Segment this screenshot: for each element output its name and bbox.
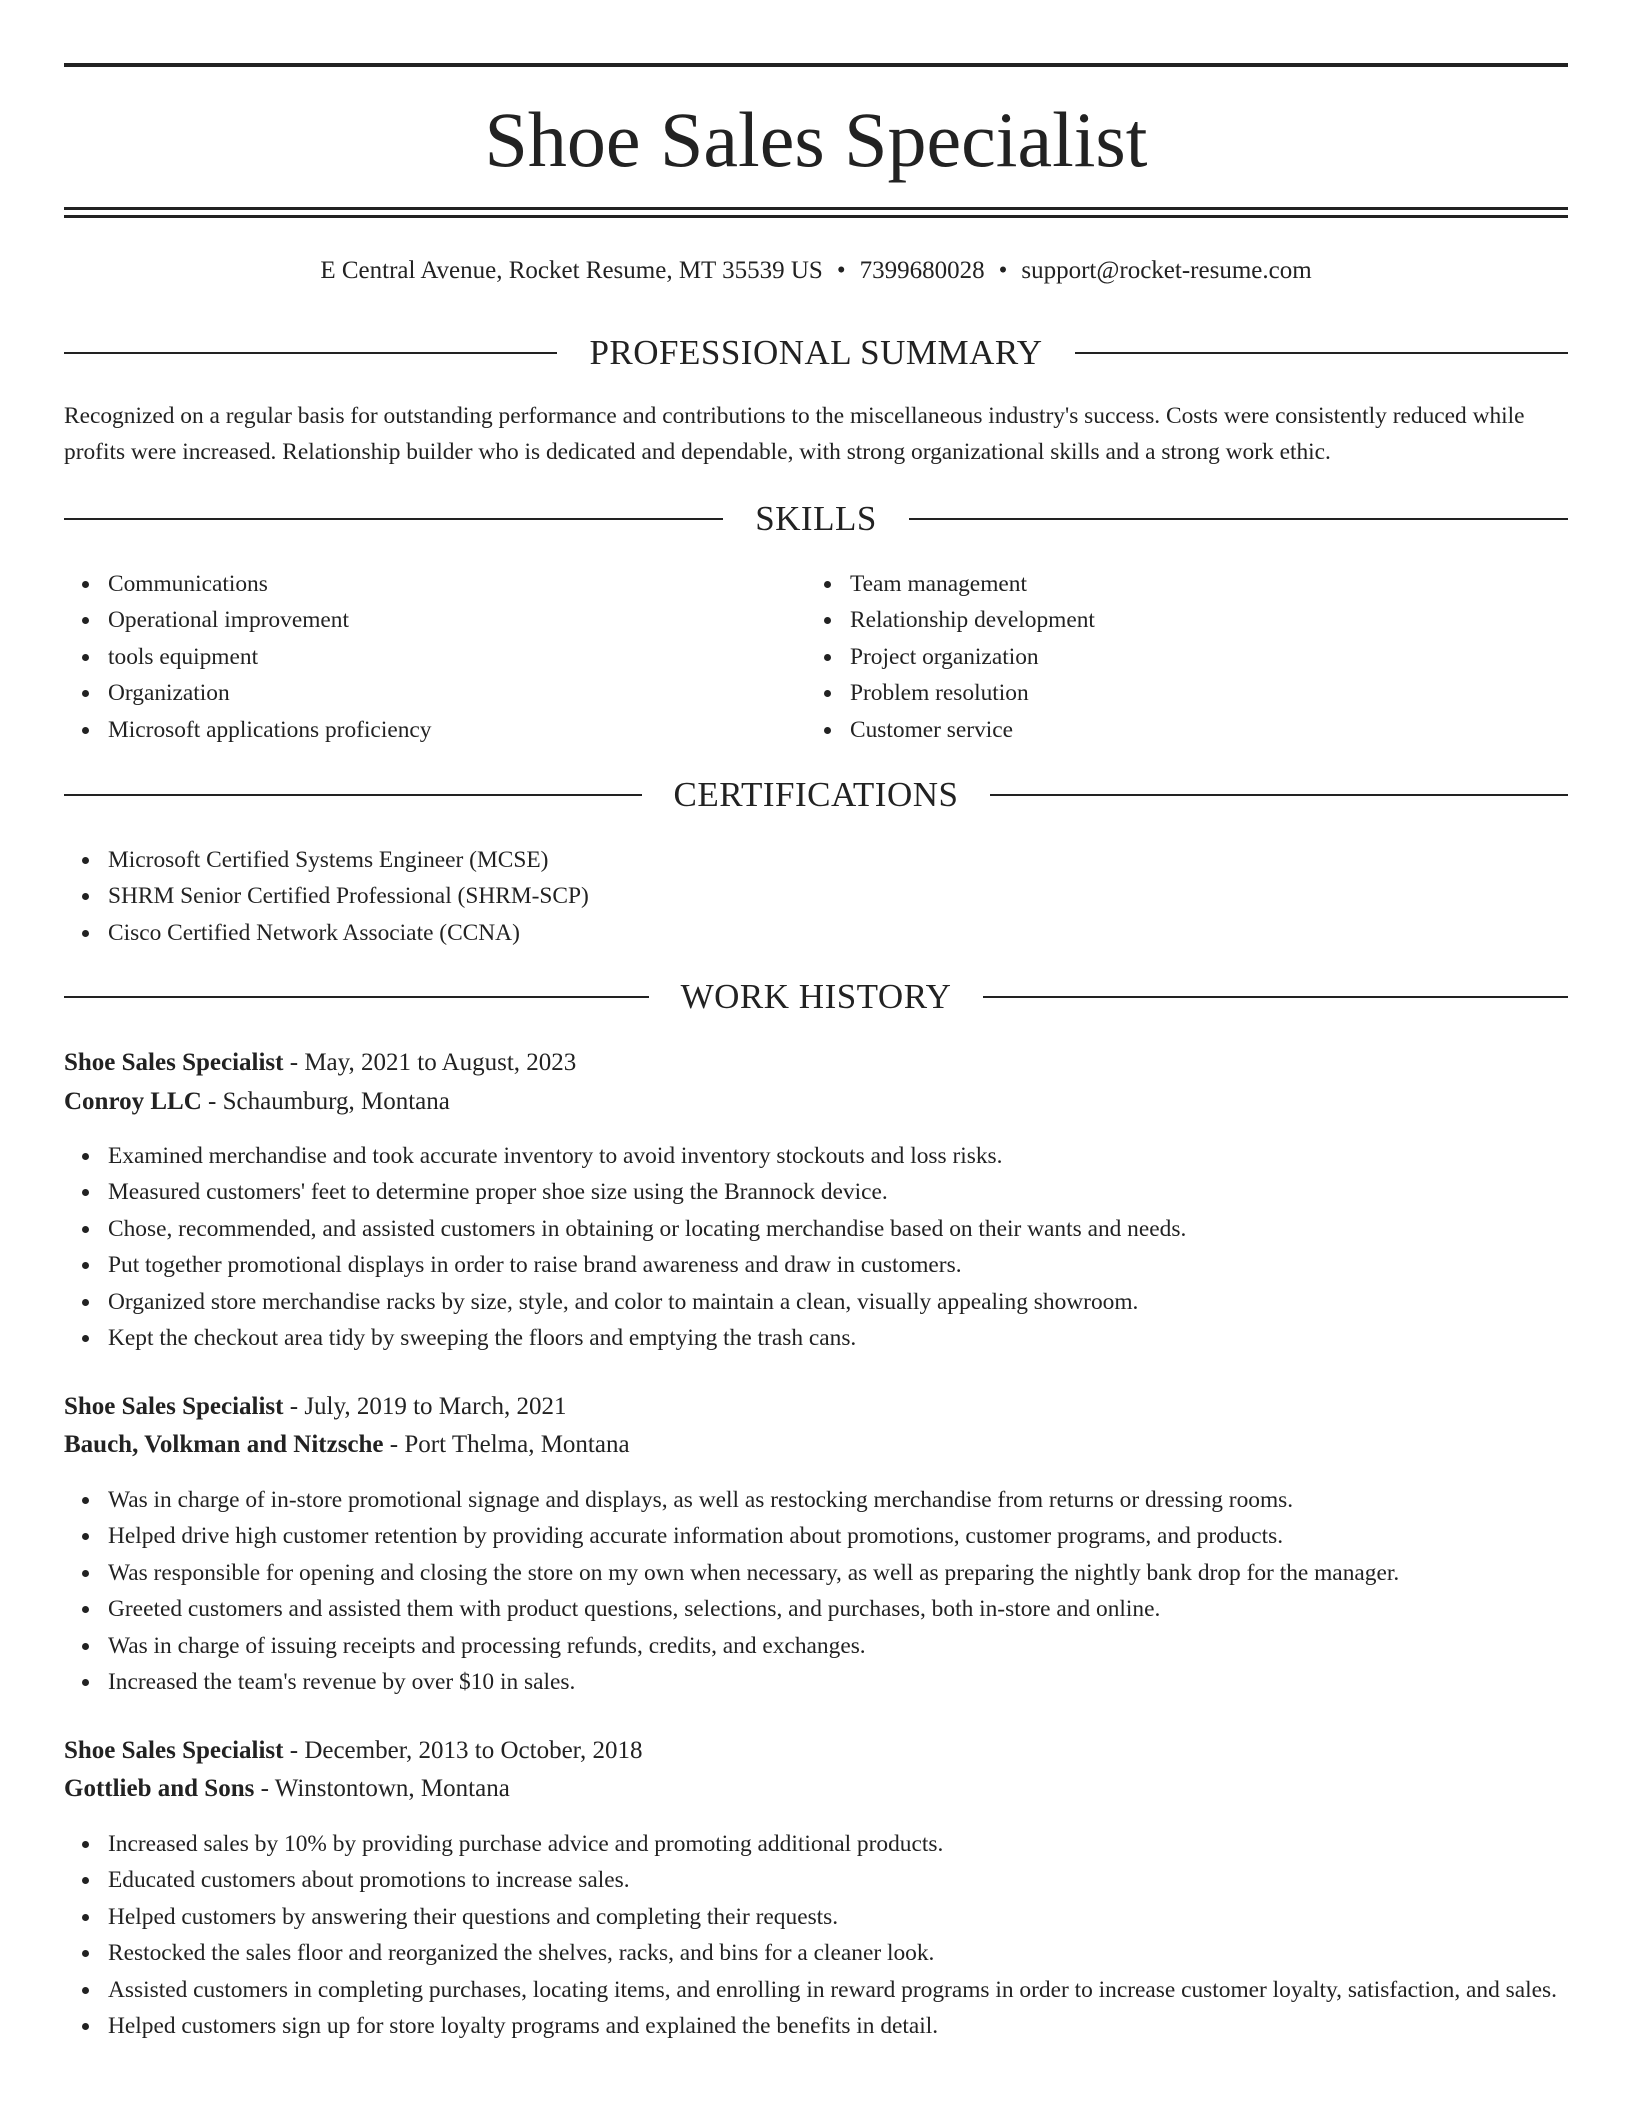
job-company: Gottlieb and Sons — [64, 1775, 255, 1802]
job-dates: July, 2019 to March, 2021 — [304, 1393, 567, 1420]
job-dates: May, 2021 to August, 2023 — [304, 1049, 577, 1076]
heading-divider — [990, 794, 1568, 796]
job-bullet: Was in charge of issuing receipts and processing refunds, credits, and exchanges. — [108, 1628, 1612, 1664]
contact-line — [64, 254, 1568, 288]
title-rule-upper — [64, 207, 1568, 210]
section-heading-label: WORK HISTORY — [680, 977, 952, 1016]
job-title-line: Shoe Sales Specialist - May, 2021 to August, 2023 — [64, 1049, 577, 1076]
contact-address: E Central Avenue, Rocket Resume, MT 35539 US — [320, 257, 823, 284]
job-bullet: Helped customers sign up for store loyalty programs and explained the benefits in detail. — [108, 2008, 1612, 2044]
job-company: Conroy LLC — [64, 1088, 202, 1115]
job-bullet: Organized store merchandise racks by size, style, and color to maintain a clean, visually appealing showroom. — [108, 1284, 1612, 1320]
job-bullet: Restocked the sales floor and reorganized the shelves, racks, and bins for a cleaner look. — [108, 1935, 1612, 1971]
top-rule — [64, 63, 1568, 67]
skills-list-left — [64, 566, 808, 748]
title-rule-lower — [64, 215, 1568, 218]
job-company-line: Bauch, Volkman and Nitzsche - Port Thelma, Montana — [64, 1431, 630, 1458]
job-location: Winstontown, Montana — [274, 1775, 510, 1802]
heading-divider — [909, 518, 1568, 520]
job-title-line: Shoe Sales Specialist - July, 2019 to March, 2021 — [64, 1393, 567, 1420]
section-heading-label: SKILLS — [755, 499, 877, 538]
skill-item: Communications — [108, 566, 808, 602]
job-bullet: Increased the team's revenue by over $10 in sales. — [108, 1664, 1612, 1700]
section-heading-skills — [64, 497, 1568, 541]
job-title: Shoe Sales Specialist — [64, 1737, 284, 1764]
job-bullet: Chose, recommended, and assisted customers in obtaining or locating merchandise based on their wants and needs. — [108, 1211, 1612, 1247]
job-bullet: Helped drive high customer retention by providing accurate information about promotions, customer programs, and products. — [108, 1518, 1612, 1554]
job-location: Port Thelma, Montana — [404, 1431, 630, 1458]
job-company-line: Gottlieb and Sons - Winstontown, Montana — [64, 1775, 510, 1802]
job-bullet: Put together promotional displays in order to raise brand awareness and draw in customers. — [108, 1247, 1612, 1283]
certification-item: Microsoft Certified Systems Engineer (MCSE) — [108, 842, 1568, 878]
skill-item: tools equipment — [108, 639, 808, 675]
contact-separator: • — [998, 257, 1008, 284]
job-title: Shoe Sales Specialist — [64, 1049, 284, 1076]
job-bullet: Was in charge of in-store promotional signage and displays, as well as restocking merchandise from returns or dressing rooms. — [108, 1482, 1612, 1518]
skills-list-right — [806, 566, 1550, 748]
job-bullet: Greeted customers and assisted them with product questions, selections, and purchases, both in-store and online. — [108, 1591, 1612, 1627]
skill-item: Operational improvement — [108, 602, 808, 638]
job-company-line: Conroy LLC - Schaumburg, Montana — [64, 1088, 450, 1115]
job-bullet: Increased sales by 10% by providing purchase advice and promoting additional products. — [108, 1826, 1612, 1862]
job-bullets — [64, 1482, 1612, 1700]
summary-text: Recognized on a regular basis for outstanding performance and contributions to the miscellaneous industry's success. Costs were consistently reduced while profits were increased. Relationship builder who is dedicated and dependable, with strong organizational skills and a strong work ethic. — [64, 403, 1525, 465]
job-bullets — [64, 1826, 1612, 2044]
skill-item: Microsoft applications proficiency — [108, 712, 808, 748]
skill-item: Customer service — [850, 712, 1550, 748]
contact-phone: 7399680028 — [859, 257, 985, 284]
job-bullet: Helped customers by answering their questions and completing their requests. — [108, 1899, 1612, 1935]
certifications-list — [64, 842, 1568, 951]
section-heading-work-history — [64, 975, 1568, 1019]
section-heading-label: CERTIFICATIONS — [673, 775, 959, 814]
skill-item: Project organization — [850, 639, 1550, 675]
contact-separator: • — [836, 257, 846, 284]
job-company: Bauch, Volkman and Nitzsche — [64, 1431, 384, 1458]
heading-divider — [983, 996, 1568, 998]
job-bullets — [64, 1138, 1612, 1356]
skill-item: Problem resolution — [850, 675, 1550, 711]
section-heading-summary — [64, 331, 1568, 375]
job-bullet: Was responsible for opening and closing the store on my own when necessary, as well as preparing the nightly bank drop for the manager. — [108, 1555, 1612, 1591]
job-bullet: Assisted customers in completing purchases, locating items, and enrolling in reward programs in order to increase customer loyalty, satisfaction, and sales. — [108, 1972, 1612, 2008]
job-bullet: Educated customers about promotions to increase sales. — [108, 1862, 1612, 1898]
section-heading-certifications — [64, 773, 1568, 817]
job-bullet: Examined merchandise and took accurate inventory to avoid inventory stockouts and loss risks. — [108, 1138, 1612, 1174]
job-bullet: Kept the checkout area tidy by sweeping the floors and emptying the trash cans. — [108, 1320, 1612, 1356]
skill-item: Relationship development — [850, 602, 1550, 638]
job-title: Shoe Sales Specialist — [64, 1393, 284, 1420]
heading-divider — [64, 794, 642, 796]
certification-item: SHRM Senior Certified Professional (SHRM-SCP) — [108, 878, 1568, 914]
page-title: Shoe Sales Specialist — [484, 96, 1148, 183]
skill-item: Team management — [850, 566, 1550, 602]
job-dates: December, 2013 to October, 2018 — [304, 1737, 643, 1764]
certification-item: Cisco Certified Network Associate (CCNA) — [108, 915, 1568, 951]
heading-divider — [64, 518, 723, 520]
job-title-line: Shoe Sales Specialist - December, 2013 to October, 2018 — [64, 1737, 643, 1764]
job-location: Schaumburg, Montana — [222, 1088, 450, 1115]
skill-item: Organization — [108, 675, 808, 711]
contact-email: support@rocket-resume.com — [1021, 257, 1312, 284]
heading-divider — [64, 996, 649, 998]
section-heading-label: PROFESSIONAL SUMMARY — [589, 333, 1043, 372]
heading-divider — [64, 352, 557, 354]
heading-divider — [1075, 352, 1568, 354]
job-bullet: Measured customers' feet to determine proper shoe size using the Brannock device. — [108, 1174, 1612, 1210]
